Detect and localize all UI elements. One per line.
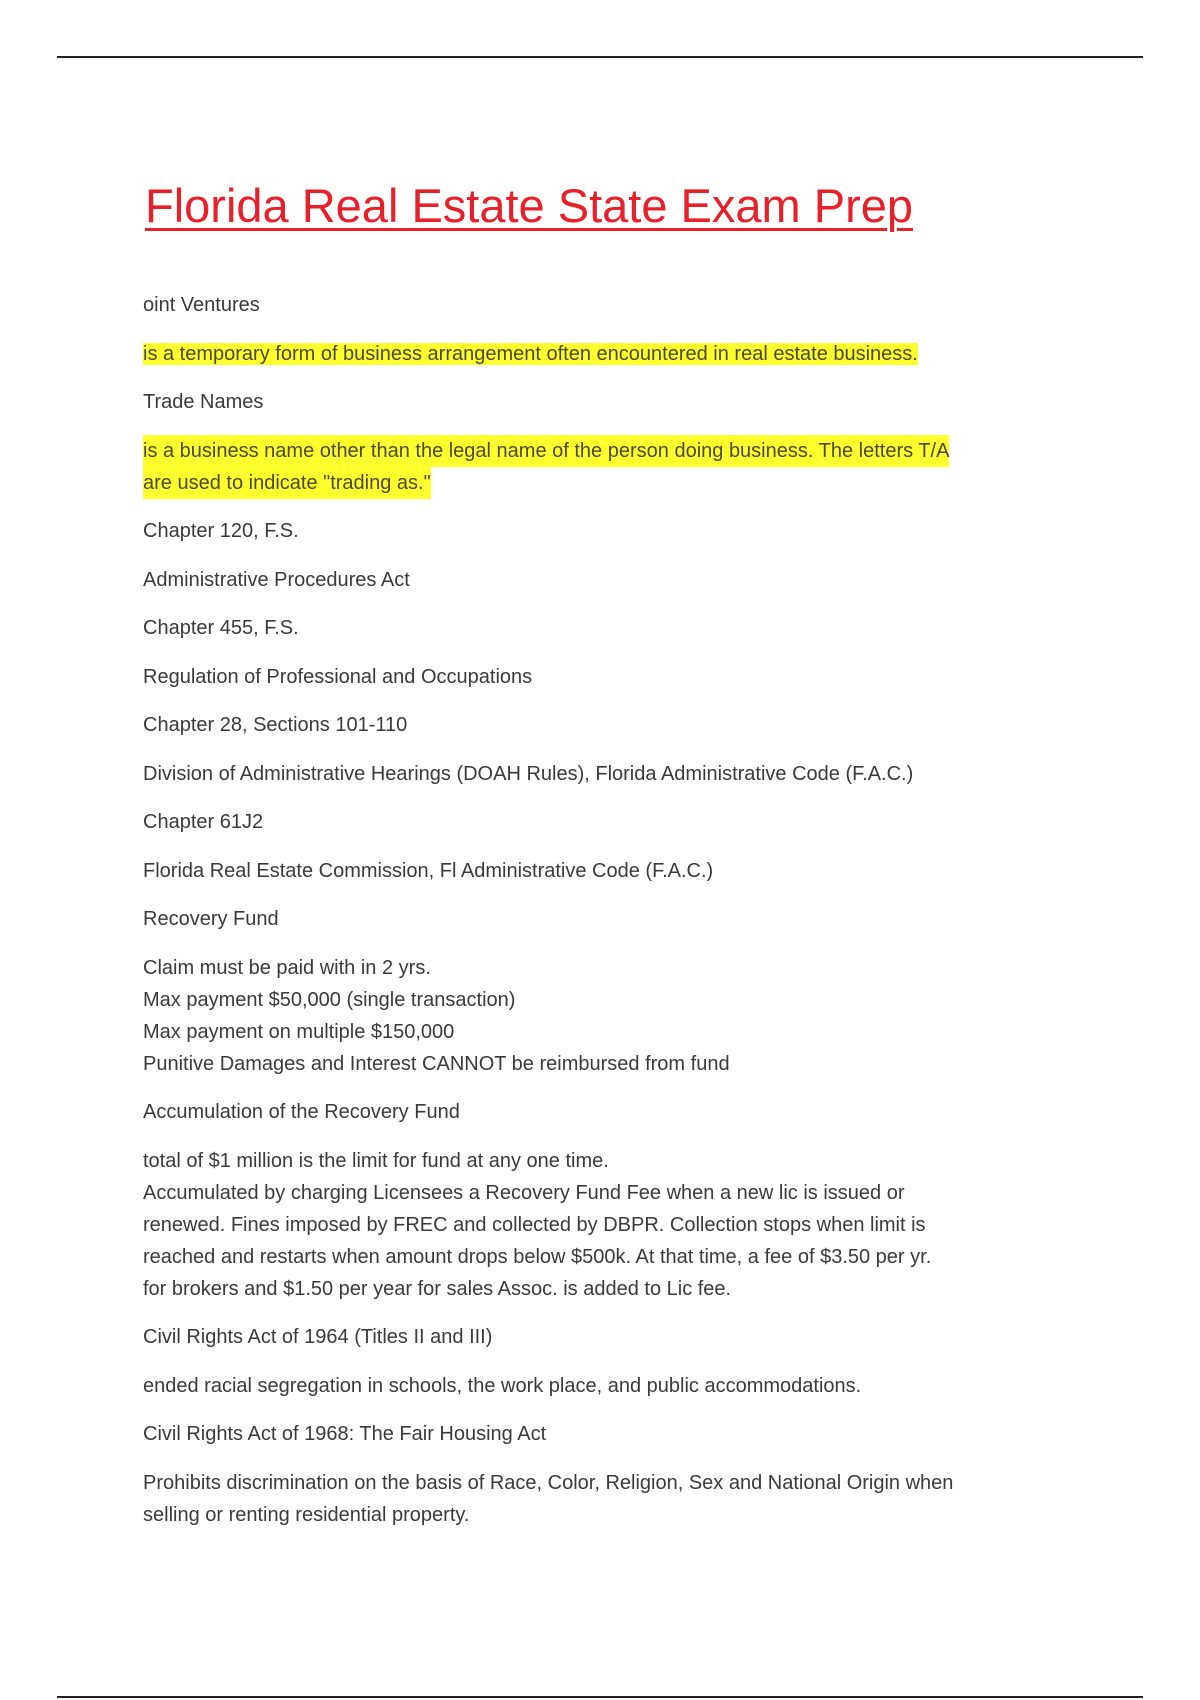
flashcard-entry (143, 709, 1043, 790)
flashcard-entry (143, 612, 1043, 693)
flashcard-entry (143, 515, 1043, 596)
definition-line: ended racial segregation in schools, the work place, and public accommodations. (143, 1374, 862, 1397)
definition (143, 338, 1043, 370)
definition-line: for brokers and $1.50 per year for sales Assoc. is added to Lic fee. (143, 1277, 732, 1300)
definition-line: Max payment on multiple $150,000 (143, 1020, 455, 1043)
definition-line: Regulation of Professional and Occupations (143, 665, 533, 688)
highlighted-definition-line: is a temporary form of business arrangement often encountered in real estate business. (143, 342, 918, 365)
flashcard-entry (143, 289, 1043, 370)
term: Chapter 455, F.S. (143, 617, 299, 639)
definition-line: renewed. Fines imposed by FREC and collected by DBPR. Collection stops when limit is (143, 1213, 926, 1236)
definition (143, 1467, 1043, 1531)
term: Chapter 61J2 (143, 811, 264, 833)
definition-line: Punitive Damages and Interest CANNOT be reimbursed from fund (143, 1052, 730, 1075)
definition-line: Administrative Procedures Act (143, 568, 410, 591)
definition (143, 435, 1043, 499)
definition (143, 564, 1043, 596)
definition (143, 758, 1043, 790)
flashcard-entry (143, 903, 1043, 1080)
term: Trade Names (143, 391, 264, 413)
term: Accumulation of the Recovery Fund (143, 1101, 460, 1123)
definition (143, 855, 1043, 887)
footer-rule (57, 1696, 1143, 1698)
flashcard-entry (143, 1418, 1043, 1531)
flashcard-list (143, 289, 1043, 1547)
term: Civil Rights Act of 1968: The Fair Housing Act (143, 1423, 547, 1445)
term: Chapter 120, F.S. (143, 520, 299, 542)
flashcard-entry (143, 806, 1043, 887)
definition (143, 1370, 1043, 1402)
definition-line: Max payment $50,000 (single transaction) (143, 988, 516, 1011)
definition (143, 952, 1043, 1080)
definition-line: Division of Administrative Hearings (DOAH Rules), Florida Administrative Code (F.A.C.) (143, 762, 914, 785)
flashcard-entry (143, 1321, 1043, 1402)
flashcard-entry (143, 386, 1043, 499)
definition-line: Florida Real Estate Commission, Fl Administrative Code (F.A.C.) (143, 859, 714, 882)
definition-line: total of $1 million is the limit for fund at any one time. (143, 1149, 609, 1172)
highlighted-definition-line: is a business name other than the legal name of the person doing business. The letters T/A (143, 435, 949, 467)
definition-line: Accumulated by charging Licensees a Recovery Fund Fee when a new lic is issued or (143, 1181, 905, 1204)
definition (143, 661, 1043, 693)
definition-line: Claim must be paid with in 2 yrs. (143, 956, 431, 979)
term: oint Ventures (143, 294, 260, 316)
definition (143, 1145, 1043, 1305)
term: Chapter 28, Sections 101-110 (143, 714, 408, 736)
document-title: Florida Real Estate State Exam Prep (145, 179, 914, 232)
flashcard-entry (143, 1096, 1043, 1305)
definition-line: Prohibits discrimination on the basis of Race, Color, Religion, Sex and National Origin when (143, 1471, 954, 1494)
definition-line: reached and restarts when amount drops below $500k. At that time, a fee of $3.50 per yr. (143, 1245, 932, 1268)
highlighted-definition-line: are used to indicate "trading as." (143, 467, 431, 499)
term: Recovery Fund (143, 908, 279, 930)
definition-line: selling or renting residential property. (143, 1503, 470, 1526)
header-rule (57, 56, 1143, 58)
term: Civil Rights Act of 1964 (Titles II and III) (143, 1326, 493, 1348)
